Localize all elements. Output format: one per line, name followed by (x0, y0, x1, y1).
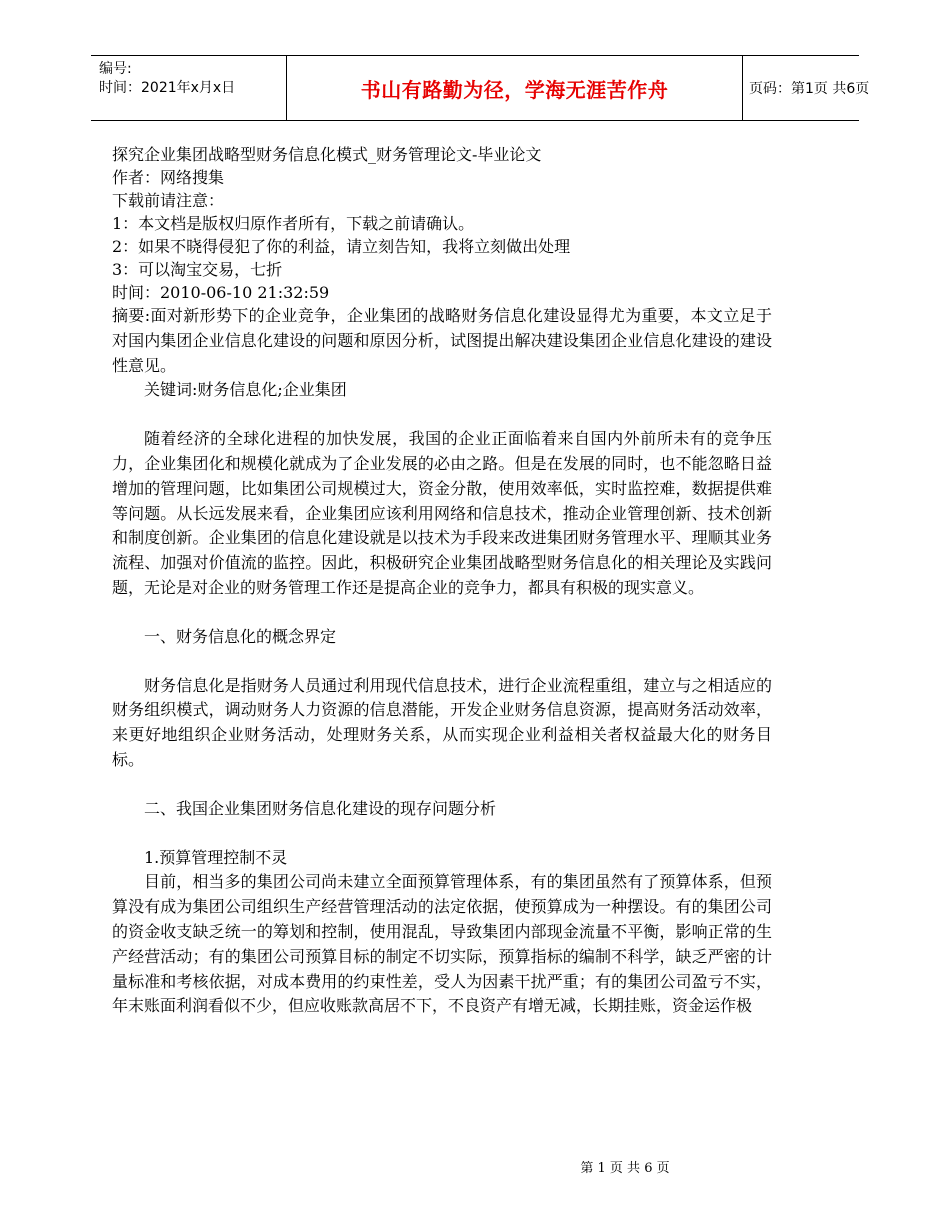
header-meta-cell (91, 56, 286, 120)
time-label: 时间：2021年x月x日 (99, 80, 236, 96)
article-title: 探究企业集团战略型财务信息化模式_财务管理论文-毕业论文 (112, 145, 542, 164)
spacer (112, 822, 772, 846)
notice-item: 2：如果不晓得侵犯了你的利益，请立刻告知，我将立刻做出处理 (112, 237, 571, 256)
document-body (112, 143, 772, 1019)
abstract-paragraph: 摘要:面对新形势下的企业竞争，企业集团的战略财务信息化建设显得尤为重要，本文立足于对国内集团企业信息化建设的问题和原因分析，试图提出解决建设集团企业信息化建设的建设性意见。 (112, 306, 772, 375)
section-heading: 二、我国企业集团财务信息化建设的现存问题分析 (144, 798, 497, 818)
page-header (91, 55, 870, 121)
subsection-paragraph: 目前，相当多的集团公司尚未建立全面预算管理体系，有的集团虽然有了预算体系，但预算没有成为集团公司组织生产经营管理活动的法定依据，使预算成为一种摆设。有的集团公司的资金收支缺乏统一的筹划和控制，使用混乱，导致集团内部现金流量不平衡，影响正常的生产经营活动；有的集团公司预算目标的制定不切实际，预算指标的编制不科学，缺乏严密的计量标准和考核依据，对成本费用的约束性差，受人为因素干扰严重；有的集团公司盈亏不实，年末账面利润看似不少，但应收账款高居不下，不良资产有增无减，长期挂账，资金运作极 (112, 872, 772, 1016)
keywords-line: 关键词:财务信息化;企业集团 (144, 380, 347, 400)
notice-item: 3：可以淘宝交易，七折 (112, 260, 283, 279)
motto-text: 书山有路勤为径，学海无涯苦作舟 (360, 77, 669, 102)
spacer (112, 601, 772, 625)
serial-label: 编号: (99, 61, 132, 77)
article-datetime: 时间：2010-06-10 21:32:59 (112, 283, 330, 302)
intro-paragraph: 随着经济的全球化进程的加快发展，我国的企业正面临着来自国内外前所未有的竞争压力，企业集团化和规模化就成为了企业发展的必由之路。但是在发展的同时，也不能忽略日益增加的管理问题，比如集团公司规模过大，资金分散，使用效率低，实时监控难，数据提供难等问题。从长远发展来看，企业集团应该利用网络和信息技术，推动企业管理创新、技术创新和制度创新。企业集团的信息化建设就是以技术为手段来改进集团财务管理水平、理顺其业务流程、加强对价值流的监控。因此，积极研究企业集团战略型财务信息化的相关理论及实践问题，无论是对企业的财务管理工作还是提高企业的竞争力，都具有积极的现实意义。 (112, 429, 772, 597)
section-heading: 一、财务信息化的概念界定 (144, 626, 337, 646)
spacer (112, 403, 772, 427)
article-author: 作者：网络搜集 (112, 168, 225, 187)
subsection-heading: 1.预算管理控制不灵 (144, 847, 288, 867)
header-page-cell (741, 56, 870, 120)
section-paragraph: 财务信息化是指财务人员通过利用现代信息技术，进行企业流程重组，建立与之相适应的财务组织模式，调动财务人力资源的信息潜能，开发企业财务信息资源，提高财务活动效率，来更好地组织企业财务活动，处理财务关系，从而实现企业利益相关者权益最大化的财务目标。 (112, 675, 772, 769)
page-code: 页码：第1页 共6页 (749, 81, 870, 97)
notice-heading: 下载前请注意： (112, 191, 225, 210)
notice-item: 1：本文档是版权归原作者所有，下载之前请确认。 (112, 214, 475, 233)
spacer (112, 650, 772, 674)
spacer (112, 773, 772, 797)
page-footer: 第 1 页 共 6 页 (580, 1161, 670, 1176)
header-motto-cell (286, 56, 743, 120)
